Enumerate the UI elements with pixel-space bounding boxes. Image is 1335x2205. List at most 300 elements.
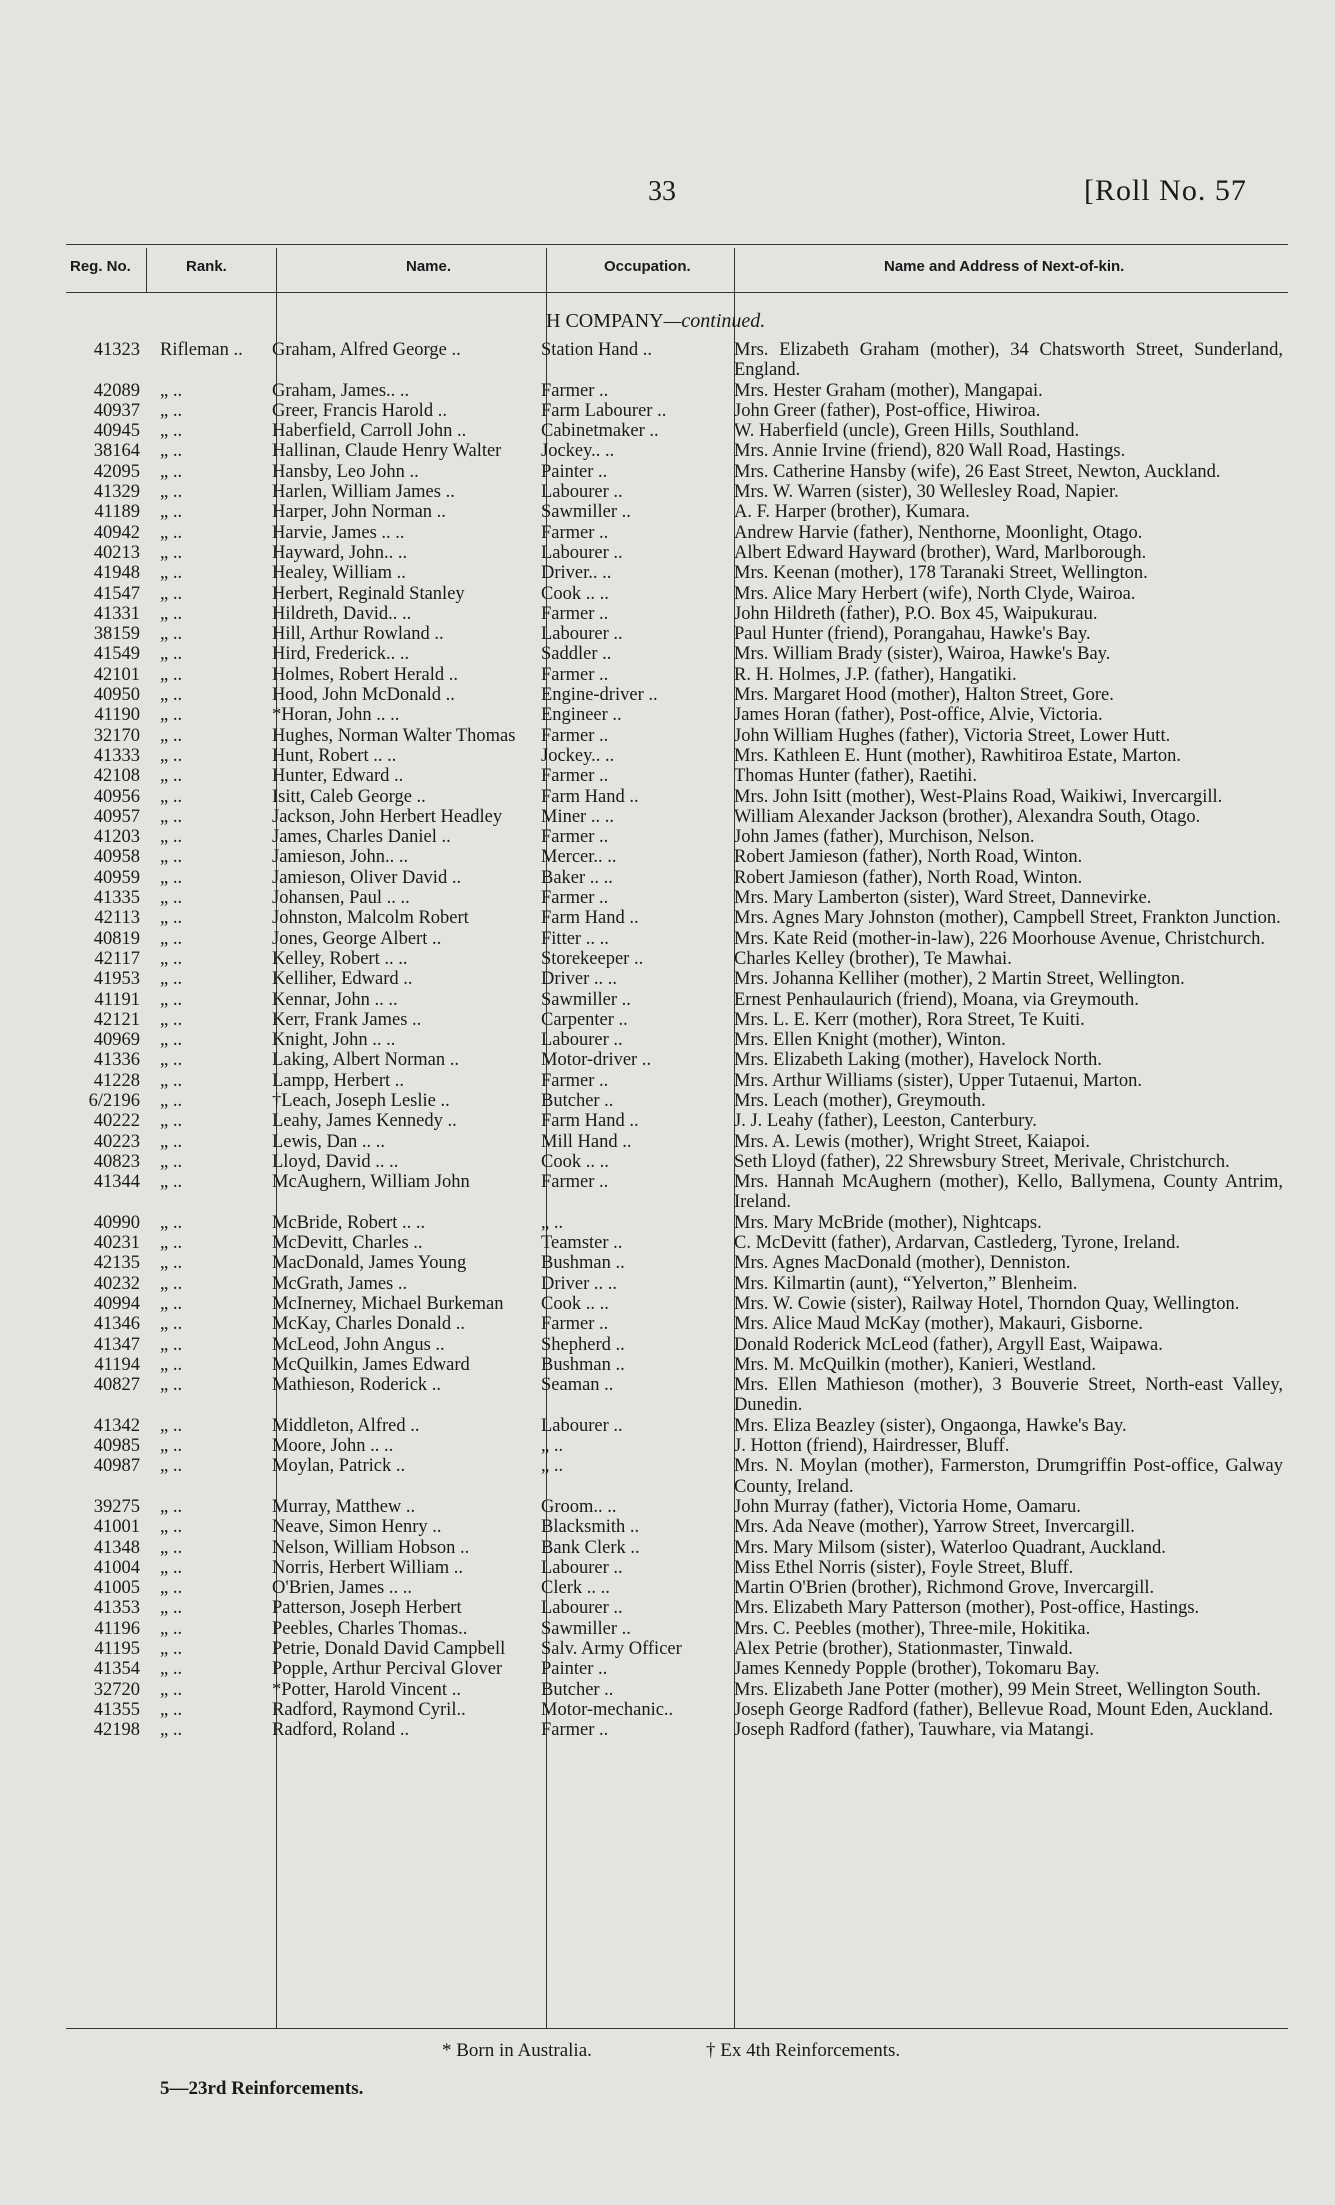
table-row — [60, 888, 1295, 908]
reg-no-cell: 38164 — [93, 441, 140, 462]
name-cell: O'Brien, James .. .. — [272, 1578, 413, 1599]
table-row — [60, 949, 1295, 969]
rank-cell: „ .. — [160, 482, 183, 503]
name-cell: *Potter, Harold Vincent .. — [272, 1679, 461, 1700]
occupation-cell: Station Hand .. — [541, 340, 652, 360]
table-row — [60, 990, 1295, 1010]
rank-cell: „ .. — [160, 1030, 183, 1051]
name-cell: Nelson, William Hobson .. — [272, 1537, 470, 1558]
occupation-cell: Bank Clerk .. — [541, 1537, 640, 1558]
rank-cell: „ .. — [160, 441, 183, 462]
name-cell: Johansen, Paul .. .. — [272, 888, 410, 909]
next-of-kin-cell: Mrs. Agnes MacDonald (mother), Denniston. — [734, 1253, 1071, 1274]
name-cell: McGrath, James .. — [272, 1273, 408, 1294]
occupation-cell: Farmer .. — [541, 380, 609, 401]
next-of-kin-cell: Mrs. William Brady (sister), Wairoa, Hawke's Bay. — [734, 644, 1111, 665]
occupation-cell: Labourer .. — [541, 1415, 623, 1436]
occupation-cell: Baker .. .. — [541, 867, 613, 888]
rank-cell: „ .. — [160, 1456, 183, 1477]
reg-no-cell: 40956 — [93, 786, 140, 807]
column-reg-no: Reg. No. — [70, 258, 131, 275]
rank-cell: „ .. — [160, 1639, 183, 1659]
name-cell: Laking, Albert Norman .. — [272, 1050, 460, 1071]
rank-cell: „ .. — [160, 928, 183, 949]
next-of-kin-cell: Alex Petrie (brother), Stationmaster, Tinwald. — [734, 1639, 1073, 1659]
next-of-kin-cell: Mrs. Elizabeth Laking (mother), Havelock North. — [734, 1050, 1102, 1071]
next-of-kin-cell: John Greer (father), Post-office, Hiwiroa. — [734, 400, 1041, 421]
reg-no-cell: 41190 — [94, 705, 140, 726]
reg-no-cell: 42108 — [93, 766, 140, 787]
rank-cell: „ .. — [160, 725, 183, 746]
next-of-kin-cell: Mrs. C. Peebles (mother), Three-mile, Hokitika. — [734, 1618, 1091, 1639]
next-of-kin-cell: Mrs. Mary McBride (mother), Nightcaps. — [734, 1212, 1042, 1233]
reg-no-cell: 41194 — [94, 1354, 140, 1375]
table-row — [60, 1578, 1295, 1598]
rank-cell: „ .. — [160, 847, 183, 868]
reg-no-cell: 40994 — [93, 1293, 140, 1314]
rank-cell: „ .. — [160, 1618, 183, 1639]
occupation-cell: Saddler .. — [541, 644, 612, 665]
table-row — [60, 1294, 1295, 1314]
rank-cell: „ .. — [160, 603, 183, 624]
reg-no-cell: 41323 — [93, 340, 140, 360]
divider-reg-rank — [146, 248, 147, 292]
table-row — [60, 787, 1295, 807]
occupation-cell: „ .. — [541, 1456, 564, 1477]
name-cell: Holmes, Robert Herald .. — [272, 664, 458, 685]
table-row — [60, 1619, 1295, 1639]
reg-no-cell: 40823 — [93, 1151, 140, 1172]
next-of-kin-cell: R. H. Holmes, J.P. (father), Hangatiki. — [734, 664, 1017, 685]
name-cell: Harlen, William James .. — [272, 482, 455, 503]
table-row — [60, 401, 1295, 421]
reg-no-cell: 40945 — [93, 421, 140, 442]
next-of-kin-cell: Mrs. Elizabeth Graham (mother), 34 Chatsworth Street, Sunderland, England. — [734, 340, 1283, 381]
reg-no-cell: 41196 — [94, 1618, 140, 1639]
name-cell: Harper, John Norman .. — [272, 502, 446, 523]
reg-no-cell: 40990 — [93, 1212, 140, 1233]
next-of-kin-cell: John William Hughes (father), Victoria Street, Lower Hutt. — [734, 725, 1171, 746]
name-cell: Peebles, Charles Thomas.. — [272, 1618, 468, 1639]
name-cell: Johnston, Malcolm Robert — [272, 908, 469, 929]
name-cell: Patterson, Joseph Herbert — [272, 1598, 462, 1619]
occupation-cell: Shepherd .. — [541, 1334, 625, 1355]
occupation-cell: Farm Hand .. — [541, 1111, 639, 1132]
reg-no-cell: 40957 — [93, 806, 140, 827]
rank-cell: „ .. — [160, 421, 183, 442]
table-row — [60, 1071, 1295, 1091]
reg-no-cell: 41346 — [93, 1314, 140, 1335]
next-of-kin-cell: James Horan (father), Post-office, Alvie, Victoria. — [734, 705, 1103, 726]
table-row — [60, 1639, 1295, 1659]
reg-no-cell: 41203 — [93, 827, 140, 848]
reg-no-cell: 41195 — [94, 1639, 140, 1659]
table-row — [60, 1680, 1295, 1700]
rank-cell: „ .. — [160, 1050, 183, 1071]
next-of-kin-cell: Charles Kelley (brother), Te Mawhai. — [734, 948, 1012, 969]
table-row — [60, 1233, 1295, 1253]
occupation-cell: Engine-driver .. — [541, 685, 658, 706]
reg-no-cell: 32170 — [93, 725, 140, 746]
reg-no-cell: 42089 — [93, 380, 140, 401]
table-row — [60, 1172, 1295, 1213]
occupation-cell: Labourer .. — [541, 1598, 623, 1619]
rank-cell: „ .. — [160, 1598, 183, 1619]
occupation-cell: Farmer .. — [541, 1070, 609, 1091]
rank-cell: „ .. — [160, 908, 183, 929]
name-cell: Hallinan, Claude Henry Walter — [272, 441, 502, 462]
next-of-kin-cell: Andrew Harvie (father), Nenthorne, Moonlight, Otago. — [734, 522, 1143, 543]
name-cell: Hunter, Edward .. — [272, 766, 404, 787]
next-of-kin-cell: Mrs. Annie Irvine (friend), 820 Wall Road, Hastings. — [734, 441, 1126, 462]
next-of-kin-cell: Robert Jamieson (father), North Road, Winton. — [734, 867, 1083, 888]
rank-cell: „ .. — [160, 644, 183, 665]
table-row — [60, 726, 1295, 746]
occupation-cell: Bushman .. — [541, 1354, 625, 1375]
name-cell: Haberfield, Carroll John .. — [272, 421, 467, 442]
next-of-kin-cell: Mrs. W. Cowie (sister), Railway Hotel, Thorndon Quay, Wellington. — [734, 1293, 1240, 1314]
next-of-kin-cell: James Kennedy Popple (brother), Tokomaru Bay. — [734, 1659, 1100, 1680]
name-cell: Hughes, Norman Walter Thomas — [272, 725, 516, 746]
next-of-kin-cell: Mrs. W. Warren (sister), 30 Wellesley Road, Napier. — [734, 482, 1119, 503]
rank-cell: „ .. — [160, 1354, 183, 1375]
occupation-cell: Blacksmith .. — [541, 1517, 640, 1538]
table-row — [60, 1456, 1295, 1497]
footnote-born-australia: * Born in Australia. — [442, 2040, 592, 2061]
name-cell: Kelliher, Edward .. — [272, 969, 413, 990]
rank-cell: „ .. — [160, 685, 183, 706]
rank-cell: „ .. — [160, 766, 183, 787]
reg-no-cell: 40223 — [93, 1131, 140, 1152]
next-of-kin-cell: Mrs. Mary Lamberton (sister), Ward Street, Dannevirke. — [734, 888, 1152, 909]
table-row — [60, 746, 1295, 766]
rank-cell: „ .. — [160, 1233, 183, 1254]
rank-cell: „ .. — [160, 624, 183, 645]
occupation-cell: Seaman .. — [541, 1375, 614, 1396]
reg-no-cell: 40222 — [93, 1111, 140, 1132]
next-of-kin-cell: Mrs. Arthur Williams (sister), Upper Tutaenui, Marton. — [734, 1070, 1142, 1091]
next-of-kin-cell: Joseph George Radford (father), Bellevue Road, Mount Eden, Auckland. — [734, 1699, 1274, 1720]
reg-no-cell: 41342 — [93, 1415, 140, 1436]
rank-cell: „ .. — [160, 522, 183, 543]
table-row — [60, 766, 1295, 786]
table-row — [60, 1355, 1295, 1375]
next-of-kin-cell: John Murray (father), Victoria Home, Oamaru. — [734, 1496, 1081, 1517]
table-row — [60, 929, 1295, 949]
occupation-cell: Salv. Army Officer — [541, 1639, 682, 1659]
occupation-cell: Labourer .. — [541, 1030, 623, 1051]
reg-no-cell: 41549 — [93, 644, 140, 665]
name-cell: Mathieson, Roderick .. — [272, 1375, 442, 1396]
name-cell: McInerney, Michael Burkeman — [272, 1293, 504, 1314]
next-of-kin-cell: Albert Edward Hayward (brother), Ward, Marlborough. — [734, 542, 1147, 563]
next-of-kin-cell: Mrs. Ellen Mathieson (mother), 3 Bouverie Street, North-east Valley, Dunedin. — [734, 1375, 1283, 1416]
next-of-kin-cell: Mrs. Kate Reid (mother-in-law), 226 Moorhouse Avenue, Christchurch. — [734, 928, 1266, 949]
occupation-cell: Cook .. .. — [541, 583, 609, 604]
occupation-cell: Clerk .. .. — [541, 1578, 610, 1599]
reg-no-cell: 41329 — [93, 482, 140, 503]
table-row — [60, 969, 1295, 989]
table-header — [66, 246, 1288, 290]
table-row — [60, 1598, 1295, 1618]
name-cell: Hird, Frederick.. .. — [272, 644, 410, 665]
roll-number: [Roll No. 57 — [1084, 174, 1247, 207]
next-of-kin-cell: J. Hotton (friend), Hairdresser, Bluff. — [734, 1436, 1010, 1457]
next-of-kin-cell: Mrs. Eliza Beazley (sister), Ongaonga, Hawke's Bay. — [734, 1415, 1127, 1436]
next-of-kin-cell: Mrs. Hester Graham (mother), Mangapai. — [734, 380, 1043, 401]
occupation-cell: Farm Hand .. — [541, 786, 639, 807]
rank-cell: „ .. — [160, 461, 183, 482]
table-row — [60, 868, 1295, 888]
table-row — [60, 1050, 1295, 1070]
next-of-kin-cell: Mrs. Hannah McAughern (mother), Kello, Ballymena, County Antrim, Ireland. — [734, 1172, 1283, 1213]
next-of-kin-cell: Mrs. A. Lewis (mother), Wright Street, Kaiapoi. — [734, 1131, 1090, 1152]
next-of-kin-cell: Mrs. Alice Mary Herbert (wife), North Clyde, Wairoa. — [734, 583, 1136, 604]
table-row — [60, 807, 1295, 827]
name-cell: Hill, Arthur Rowland .. — [272, 624, 444, 645]
next-of-kin-cell: Robert Jamieson (father), North Road, Winton. — [734, 847, 1083, 868]
rank-cell: „ .. — [160, 1537, 183, 1558]
occupation-cell: Driver.. .. — [541, 563, 612, 584]
name-cell: Jamieson, Oliver David .. — [272, 867, 462, 888]
reg-no-cell: 41005 — [93, 1578, 140, 1599]
occupation-cell: Labourer .. — [541, 542, 623, 563]
name-cell: *Horan, John .. .. — [272, 705, 400, 726]
table-bottom-rule — [66, 2028, 1288, 2029]
next-of-kin-cell: Mrs. Elizabeth Jane Potter (mother), 99 Mein Street, Wellington South. — [734, 1679, 1261, 1700]
table-row — [60, 1314, 1295, 1334]
reg-no-cell: 40232 — [93, 1273, 140, 1294]
rank-cell: „ .. — [160, 1720, 183, 1741]
rank-cell: „ .. — [160, 745, 183, 766]
next-of-kin-cell: A. F. Harper (brother), Kumara. — [734, 502, 970, 523]
footnote-ex-fourth: † Ex 4th Reinforcements. — [706, 2040, 901, 2061]
name-cell: Popple, Arthur Percival Glover — [272, 1659, 503, 1680]
table-row — [60, 705, 1295, 725]
reg-no-cell: 32720 — [93, 1679, 140, 1700]
occupation-cell: Mill Hand .. — [541, 1131, 632, 1152]
rank-cell: „ .. — [160, 1172, 183, 1193]
name-cell: Hunt, Robert .. .. — [272, 745, 397, 766]
occupation-cell: Labourer .. — [541, 1557, 623, 1578]
next-of-kin-cell: Martin O'Brien (brother), Richmond Grove, Invercargill. — [734, 1578, 1155, 1599]
rank-cell: „ .. — [160, 502, 183, 523]
rank-cell: „ .. — [160, 1659, 183, 1680]
occupation-cell: Farmer .. — [541, 725, 609, 746]
rank-cell: „ .. — [160, 400, 183, 421]
rank-cell: „ .. — [160, 948, 183, 969]
reg-no-cell: 38159 — [93, 624, 140, 645]
name-cell: Moylan, Patrick .. — [272, 1456, 406, 1477]
rank-cell: „ .. — [160, 989, 183, 1010]
rank-cell: „ .. — [160, 1111, 183, 1132]
occupation-cell: Labourer .. — [541, 624, 623, 645]
table-row — [60, 421, 1295, 441]
next-of-kin-cell: Mrs. Ada Neave (mother), Yarrow Street, Invercargill. — [734, 1517, 1135, 1538]
name-cell: Kennar, John .. .. — [272, 989, 398, 1010]
name-cell: McQuilkin, James Edward — [272, 1354, 470, 1375]
table-row — [60, 1132, 1295, 1152]
table-row — [60, 1253, 1295, 1273]
occupation-cell: Farmer .. — [541, 664, 609, 685]
occupation-cell: Motor-mechanic.. — [541, 1699, 674, 1720]
table-row — [60, 1558, 1295, 1578]
table-row — [60, 543, 1295, 563]
table-row — [60, 1517, 1295, 1537]
occupation-cell: Farmer .. — [541, 1314, 609, 1335]
rank-cell: „ .. — [160, 1679, 183, 1700]
name-cell: Healey, William .. — [272, 563, 406, 584]
rank-cell: „ .. — [160, 583, 183, 604]
reg-no-cell: 41348 — [93, 1537, 140, 1558]
section-suffix: —continued. — [663, 310, 766, 332]
table-row — [60, 1152, 1295, 1172]
occupation-cell: Jockey.. .. — [541, 745, 615, 766]
table-row — [60, 644, 1295, 664]
reg-no-cell: 41228 — [93, 1070, 140, 1091]
reg-no-cell: 40950 — [93, 685, 140, 706]
name-cell: Neave, Simon Henry .. — [272, 1517, 442, 1538]
rank-cell: „ .. — [160, 563, 183, 584]
next-of-kin-cell: Mrs. Agnes Mary Johnston (mother), Campbell Street, Frankton Junction. — [734, 908, 1281, 929]
occupation-cell: Teamster .. — [541, 1233, 623, 1254]
table-row — [60, 502, 1295, 522]
name-cell: McBride, Robert .. .. — [272, 1212, 426, 1233]
next-of-kin-cell: C. McDevitt (father), Ardarvan, Castlederg, Tyrone, Ireland. — [734, 1233, 1180, 1254]
table-row — [60, 1375, 1295, 1416]
name-cell: †Leach, Joseph Leslie .. — [272, 1090, 450, 1111]
occupation-cell: Sawmiller .. — [541, 502, 631, 523]
rank-cell: „ .. — [160, 1009, 183, 1030]
column-rank: Rank. — [186, 258, 227, 275]
next-of-kin-cell: Mrs. Kilmartin (aunt), “Yelverton,” Blenheim. — [734, 1273, 1078, 1294]
table-row — [60, 1213, 1295, 1233]
rank-cell: „ .. — [160, 1578, 183, 1599]
name-cell: Graham, Alfred George .. — [272, 340, 461, 360]
next-of-kin-cell: Thomas Hunter (father), Raetihi. — [734, 766, 977, 787]
rank-cell: „ .. — [160, 705, 183, 726]
reg-no-cell: 41331 — [93, 603, 140, 624]
table-row — [60, 847, 1295, 867]
occupation-cell: Painter .. — [541, 1659, 608, 1680]
name-cell: Lampp, Herbert .. — [272, 1070, 405, 1091]
rank-cell: „ .. — [160, 827, 183, 848]
table-row — [60, 1335, 1295, 1355]
table-row — [60, 624, 1295, 644]
occupation-cell: Farmer .. — [541, 888, 609, 909]
rank-cell: „ .. — [160, 1415, 183, 1436]
name-cell: Norris, Herbert William .. — [272, 1557, 464, 1578]
table-row — [60, 1030, 1295, 1050]
rank-cell: „ .. — [160, 1293, 183, 1314]
table-row — [60, 482, 1295, 502]
reg-no-cell: 41335 — [93, 888, 140, 909]
reg-no-cell: 41004 — [93, 1557, 140, 1578]
name-cell: Radford, Raymond Cyril.. — [272, 1699, 466, 1720]
reg-no-cell: 41189 — [94, 502, 140, 523]
occupation-cell: Cook .. .. — [541, 1151, 609, 1172]
rank-cell: „ .. — [160, 1496, 183, 1517]
occupation-cell: Farmer .. — [541, 1172, 609, 1193]
name-cell: Leahy, James Kennedy .. — [272, 1111, 457, 1132]
table-row — [60, 1091, 1295, 1111]
reg-no-cell: 41336 — [93, 1050, 140, 1071]
next-of-kin-cell: Seth Lloyd (father), 22 Shrewsbury Street, Merivale, Christchurch. — [734, 1151, 1230, 1172]
table-row — [60, 685, 1295, 705]
column-name: Name. — [406, 258, 452, 275]
next-of-kin-cell: Miss Ethel Norris (sister), Foyle Street, Bluff. — [734, 1557, 1074, 1578]
next-of-kin-cell: John Hildreth (father), P.O. Box 45, Waipukurau. — [734, 603, 1098, 624]
table-row — [60, 1436, 1295, 1456]
reg-no-cell: 42101 — [93, 664, 140, 685]
rank-cell: „ .. — [160, 1212, 183, 1233]
occupation-cell: Butcher .. — [541, 1090, 614, 1111]
occupation-cell: Painter .. — [541, 461, 608, 482]
name-cell: Kelley, Robert .. .. — [272, 948, 408, 969]
rank-cell: „ .. — [160, 1314, 183, 1335]
rank-cell: „ .. — [160, 542, 183, 563]
rank-cell: „ .. — [160, 1557, 183, 1578]
table-row — [60, 1700, 1295, 1720]
occupation-cell: Groom.. .. — [541, 1496, 617, 1517]
name-cell: Petrie, Donald David Campbell — [272, 1639, 506, 1659]
occupation-cell: Butcher .. — [541, 1679, 614, 1700]
name-cell: Hayward, John.. .. — [272, 542, 408, 563]
name-cell: Lewis, Dan .. .. — [272, 1131, 386, 1152]
column-occupation: Occupation. — [604, 258, 691, 275]
reg-no-cell: 42117 — [94, 948, 140, 969]
table-row — [60, 1497, 1295, 1517]
occupation-cell: Miner .. .. — [541, 806, 614, 827]
reg-no-cell: 6/2196 — [88, 1090, 140, 1111]
reg-no-cell: 41354 — [93, 1659, 140, 1680]
reg-no-cell: 41191 — [94, 989, 140, 1010]
next-of-kin-cell: Mrs. Elizabeth Mary Patterson (mother), Post-office, Hastings. — [734, 1598, 1200, 1619]
occupation-cell: Engineer .. — [541, 705, 622, 726]
name-cell: Harvie, James .. .. — [272, 522, 405, 543]
occupation-cell: Labourer .. — [541, 482, 623, 503]
table-row — [60, 584, 1295, 604]
section-title — [546, 310, 765, 333]
next-of-kin-cell: Ernest Penhaulaurich (friend), Moana, via Greymouth. — [734, 989, 1139, 1010]
table-row — [60, 462, 1295, 482]
table-row — [60, 827, 1295, 847]
next-of-kin-cell: Mrs. Kathleen E. Hunt (mother), Rawhitiroa Estate, Marton. — [734, 745, 1181, 766]
occupation-cell: Cook .. .. — [541, 1293, 609, 1314]
next-of-kin-cell: William Alexander Jackson (brother), Alexandra South, Otago. — [734, 806, 1201, 827]
reg-no-cell: 41001 — [93, 1517, 140, 1538]
reg-no-cell: 42198 — [93, 1720, 140, 1741]
reg-no-cell: 40958 — [93, 847, 140, 868]
reg-no-cell: 40985 — [93, 1436, 140, 1457]
table-row — [60, 1274, 1295, 1294]
reg-no-cell: 40969 — [93, 1030, 140, 1051]
next-of-kin-cell: Paul Hunter (friend), Porangahau, Hawke's Bay. — [734, 624, 1091, 645]
section-name: H COMPANY — [546, 310, 664, 332]
table-row — [60, 1538, 1295, 1558]
next-of-kin-cell: Joseph Radford (father), Tauwhare, via Matangi. — [734, 1720, 1095, 1741]
next-of-kin-cell: Mrs. Leach (mother), Greymouth. — [734, 1090, 986, 1111]
reg-no-cell: 42135 — [93, 1253, 140, 1274]
rank-cell: „ .. — [160, 1070, 183, 1091]
occupation-cell: Storekeeper .. — [541, 948, 644, 969]
reg-no-cell: 41355 — [93, 1699, 140, 1720]
reg-no-cell: 41353 — [93, 1598, 140, 1619]
reg-no-cell: 42113 — [94, 908, 140, 929]
table-row — [60, 908, 1295, 928]
reg-no-cell: 41953 — [93, 969, 140, 990]
occupation-cell: Farmer .. — [541, 766, 609, 787]
